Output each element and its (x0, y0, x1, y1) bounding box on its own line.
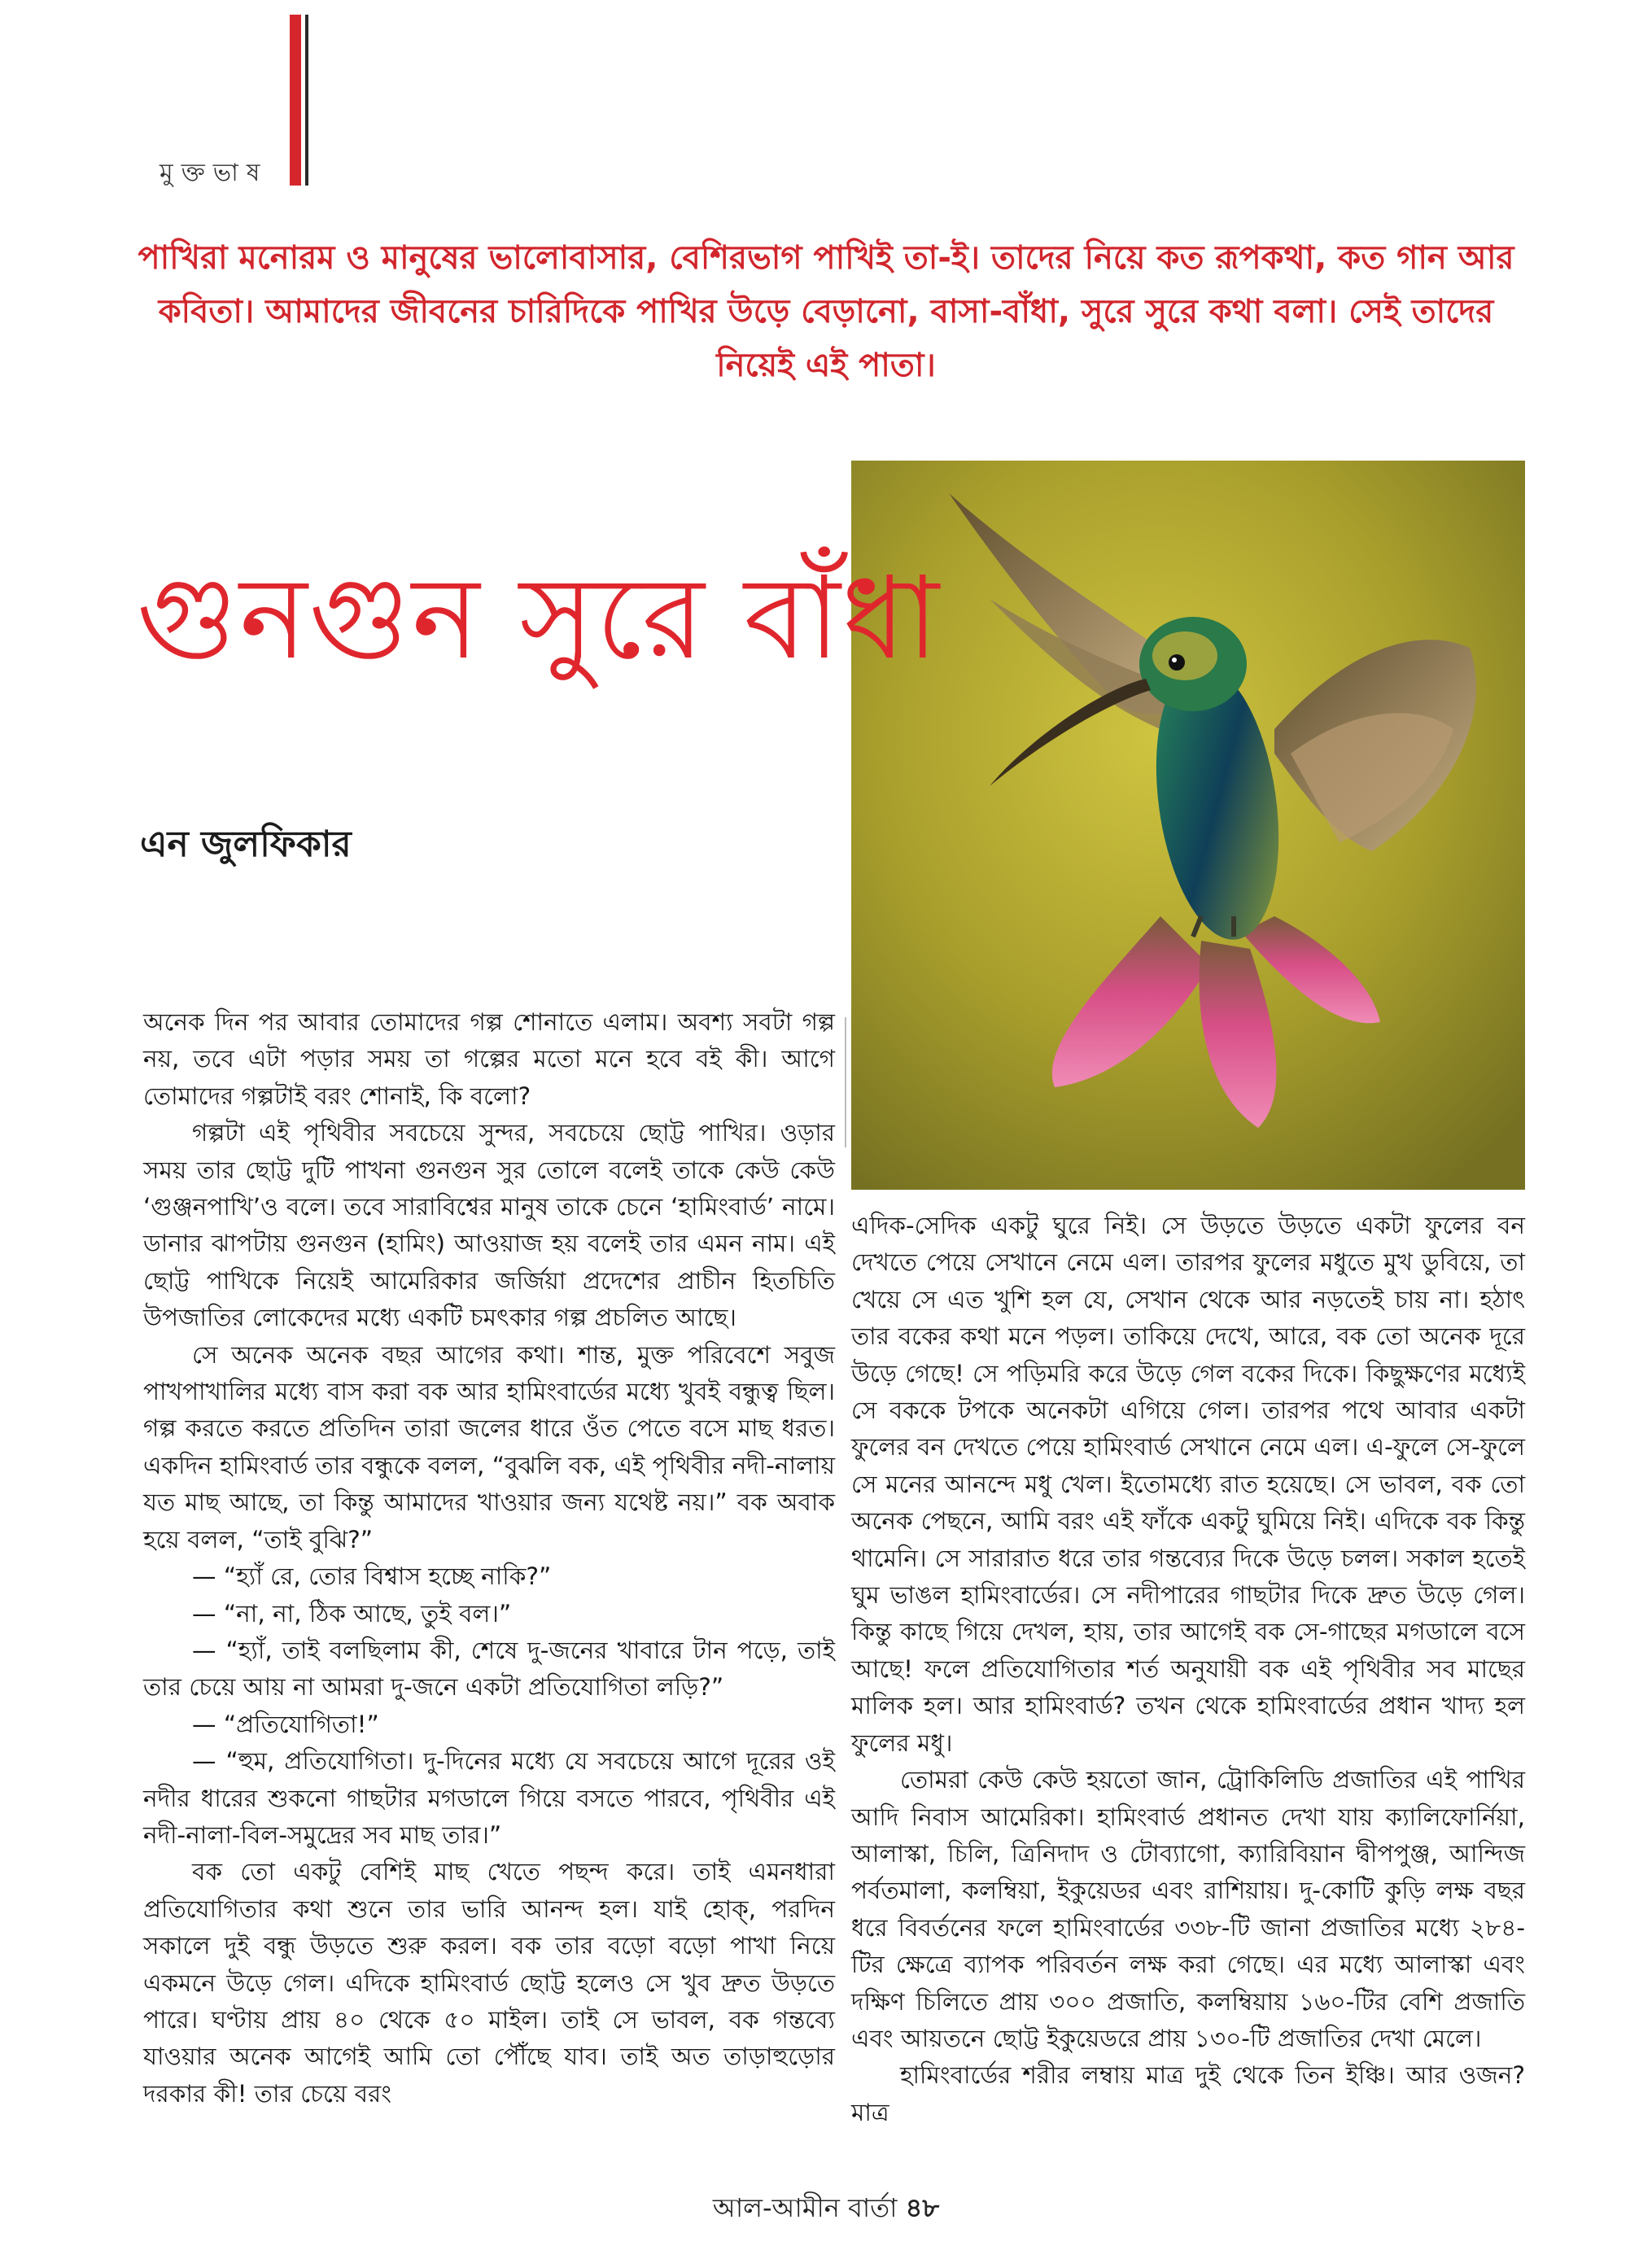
dialog-line: — “প্রতিযোগিতা!” (192, 1710, 379, 1738)
paragraph: তোমরা কেউ কেউ হয়তো জান, ট্রোকিলিডি প্রজাতির এই পাখির আদি নিবাস আমেরিকা। হামিংবার্ড প্রধানত দেখা যায় ক্যালিফোর্নিয়া, আলাস্কা, চিলি, ত্রিনিদাদ ও টোব্যাগো, ক্যারিবিয়ান দ্বীপপুঞ্জ, আন্দিজ পর্বতমালা, কলম্বিয়া, ইকুয়েডর এবং রাশিয়ায়। দু-কোটি কুড়ি লক্ষ বছর ধরে বিবর্তনের ফলে হামিংবার্ডের ৩৩৮-টি জানা প্রজাতির মধ্যে ২৮৪-টির ক্ষেত্রে ব্যাপক পরিবর্তন লক্ষ করা গেছে। এর মধ্যে আলাস্কা এবং দক্ষিণ চিলিতে প্রায় ৩০০ প্রজাতি, কলম্বিয়ায় ১৬০-টির বেশি প্রজাতি এবং আয়তনে ছোট্ট ইকুয়েডরে প্রায় ১৩০-টি প্রজাতির দেখা মেলে। (851, 1766, 1525, 2052)
magazine-name: আল-আমীন বার্তা (712, 2192, 898, 2223)
dialog-line: — “হুম, প্রতিযোগিতা। দু-দিনের মধ্যে যে সবচেয়ে আগে দূরের ওই নদীর ধারের শুকনো গাছটার মগডালে গিয়ে বসতে পারবে, পৃথিবীর এই নদী-নালা-বিল-সমুদ্রের সব মাছ তার।” (143, 1747, 835, 1849)
paragraph: অনেক দিন পর আবার তোমাদের গল্প শোনাতে এলাম। অবশ্য সবটা গল্প নয়, তবে এটা পড়ার সময় তা গল্পের মতো মনে হবে বই কী। আগে তোমাদের গল্পটাই বরং শোনাই, কি বলো? (143, 1008, 835, 1110)
hummingbird-photo (851, 461, 1525, 1190)
dialog-line: — “না, না, ঠিক আছে, তুই বল।” (192, 1599, 512, 1628)
section-label: মুক্তভাষ (160, 159, 269, 187)
column-divider (845, 1017, 846, 1147)
section-bar-dark (305, 15, 308, 186)
intro-text: পাখিরা মনোরম ও মানুষের ভালোবাসার, বেশিরভাগ পাখিই তা-ই। তাদের নিয়ে কত রূপকথা, কত গান আর কবিতা। আমাদের জীবনের চারিদিকে পাখির উড়ে বেড়ানো, বাসা-বাঁধা, সুরে সুরে কথা বলা। সেই তাদের নিয়েই এই পাতা। (138, 239, 1514, 384)
page-number: ৪৮ (905, 2192, 940, 2223)
author-name: এন জুলফিকার (140, 824, 352, 865)
article-title: গুনগুন সুরে বাঁধা (137, 553, 941, 685)
paragraph: এদিক-সেদিক একটু ঘুরে নিই। সে উড়তে উড়তে একটা ফুলের বন দেখতে পেয়ে সেখানে নেমে এল। তারপর ফুলের মধুতে মুখ ডুবিয়ে, তা খেয়ে সে এত খুশি হল যে, সেখান থেকে আর নড়তেই চায় না। হঠাৎ তার বকের কথা মনে পড়ল। তাকিয়ে দেখে, আরে, বক তো অনেক দূরে উড়ে গেছে! সে পড়িমরি করে উড়ে গেল বকের দিকে। কিছুক্ষণের মধ্যেই সে বককে টপকে অনেকটা এগিয়ে গেল। তারপর পথে আবার একটা ফুলের বন দেখতে পেয়ে হামিংবার্ড সেখানে নেমে এল। এ-ফুলে সে-ফুলে সে মনের আনন্দে মধু খেল। ইতোমধ্যে রাত হয়েছে। সে ভাবল, বক তো অনেক পেছনে, আমি বরং এই ফাঁকে একটু ঘুমিয়ে নিই। এদিকে বক কিন্তু থামেনি। সে সারারাত ধরে তার গন্তব্যের দিকে উড়ে চলল। সকাল হতেই ঘুম ভাঙল হামিংবার্ডের। সে নদীপারের গাছটার দিকে দ্রুত উড়ে গেল। কিন্তু কাছে গিয়ে দেখল, হায়, তার আগেই বক সে-গাছের মগডালে বসে আছে! ফলে প্রতিযোগিতার শর্ত অনুযায়ী বক এই পৃথিবীর সব মাছের মালিক হল। আর হামিংবার্ড? তখন থেকে হামিংবার্ডের প্রধান খাদ্য হল ফুলের মধু। (851, 1212, 1525, 1757)
page-footer (0, 2187, 1652, 2231)
dialog-line: — “হ্যাঁ রে, তোর বিশ্বাস হচ্ছে নাকি?” (192, 1562, 552, 1591)
paragraph: গল্পটা এই পৃথিবীর সবচেয়ে সুন্দর, সবচেয়ে ছোট্ট পাখির। ওড়ার সময় তার ছোট্ট দুটি পাখনা গুনগুন সুর তোলে বলেই তাকে কেউ কেউ ‘গুঞ্জনপাখি’ও বলে। তবে সারাবিশ্বের মানুষ তাকে চেনে ‘হামিংবার্ড’ নামে। ডানার ঝাপটায় গুনগুন (হামিং) আওয়াজ হয় বলেই তার এমন নাম। এই ছোট্ট পাখিকে নিয়েই আমেরিকার জর্জিয়া প্রদেশের প্রাচীন হিতচিতি উপজাতির লোকেদের মধ্যে একটি চমৎকার গল্প প্রচলিত আছে। (143, 1119, 835, 1332)
paragraph: সে অনেক অনেক বছর আগের কথা। শান্ত, মুক্ত পরিবেশে সবুজ পাখপাখালির মধ্যে বাস করা বক আর হামিংবার্ডের মধ্যে খুবই বন্ধুত্ব ছিল। গল্প করতে করতে প্রতিদিন তারা জলের ধারে ওঁত পেতে বসে মাছ ধরত। একদিন হামিংবার্ড তার বন্ধুকে বলল, “বুঝলি বক, এই পৃথিবীর নদী-নালায় যত মাছ আছে, তা কিন্তু আমাদের খাওয়ার জন্য যথেষ্ট নয়।” বক অবাক হয়ে বলল, “তাই বুঝি?” (143, 1340, 835, 1553)
article-column-right (851, 1208, 1525, 2131)
paragraph: বক তো একটু বেশিই মাছ খেতে পছন্দ করে। তাই এমনধারা প্রতিযোগিতার কথা শুনে তার ভারি আনন্দ হল। যাই হোক্‌, পরদিন সকালে দুই বন্ধু উড়তে শুরু করল। বক তার বড়ো বড়ো পাখা নিয়ে একমনে উড়ে গেল। এদিকে হামিংবার্ড ছোট্ট হলেও সে খুব দ্রুত উড়তে পারে। ঘণ্টায় প্রায় ৪০ থেকে ৫০ মাইল। তাই সে ভাবল, বক গন্তব্যে যাওয়ার অনেক আগেই আমি তো পৌঁছে যাব। তাই অত তাড়াহুড়োর দরকার কী! তার চেয়ে বরং (143, 1858, 835, 2108)
article-column-left (143, 1004, 835, 2113)
paragraph: হামিংবার্ডের শরীর লম্বায় মাত্র দুই থেকে তিন ইঞ্চি। আর ওজন? মাত্র (851, 2061, 1525, 2126)
dialog-line: — “হ্যাঁ, তাই বলছিলাম কী, শেষে দু-জনের খাবারে টান পড়ে, তাই তার চেয়ে আয় না আমরা দু-জনে একটা প্রতিযোগিতা লড়ি?” (143, 1636, 835, 1702)
section-bar-red (290, 15, 301, 186)
